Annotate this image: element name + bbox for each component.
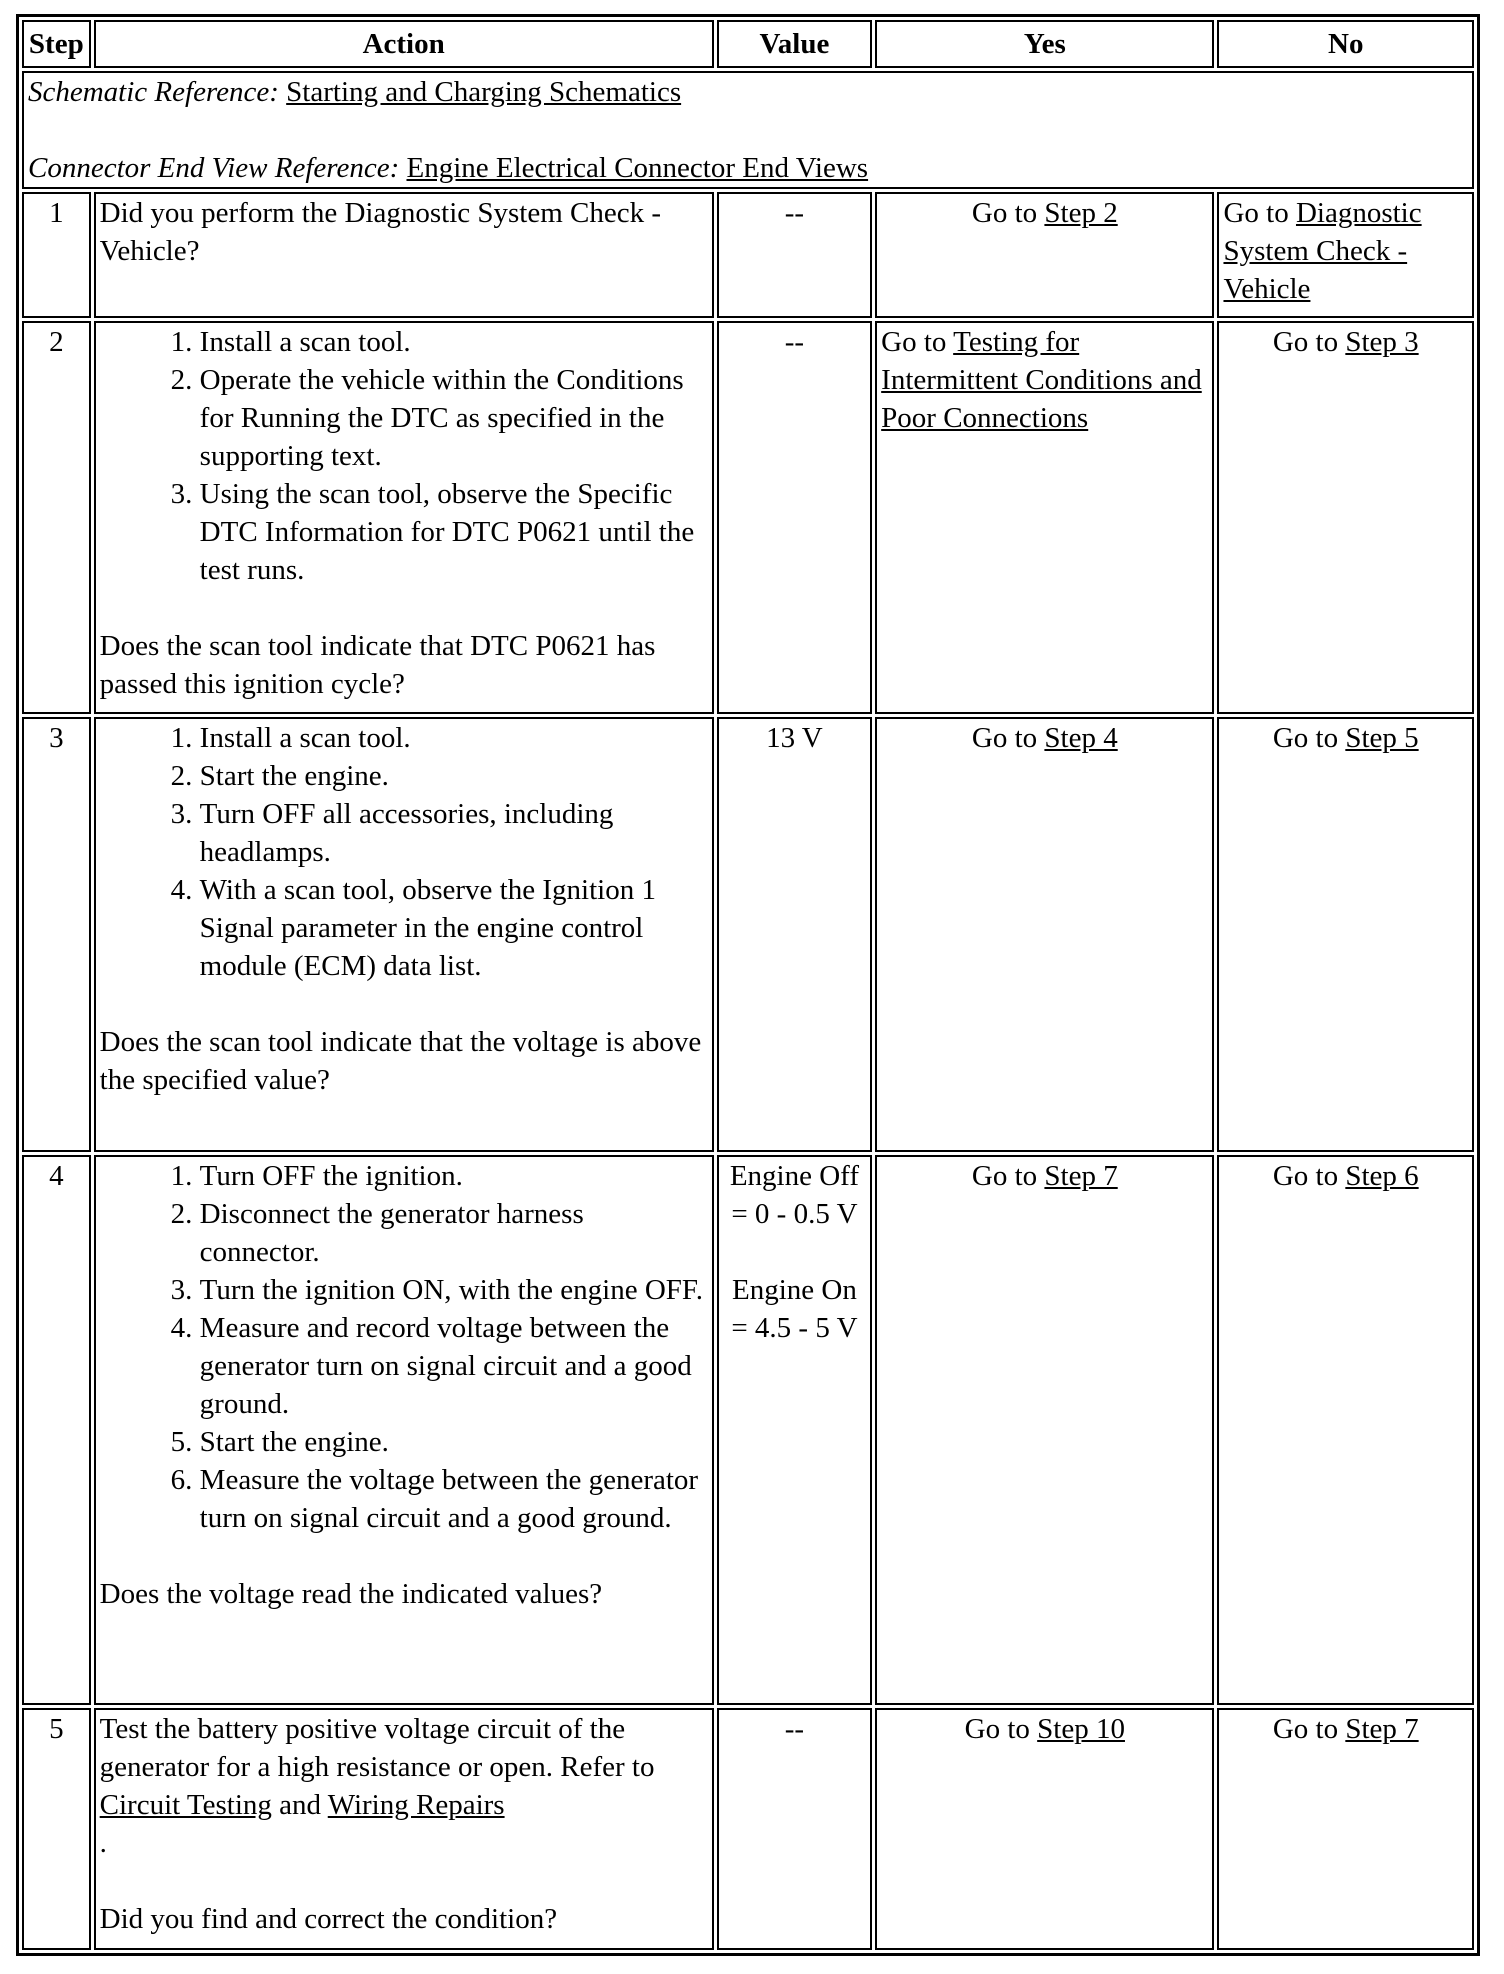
list-item: 4. With a scan tool, observe the Ignition 1 Signal parameter in the engine control module (ECM) data list.	[200, 871, 708, 985]
and-text: and	[279, 1789, 322, 1821]
go-to-text: Go to	[1272, 722, 1339, 754]
step-number: 2	[22, 321, 91, 714]
action-cell	[94, 321, 714, 714]
no-cell	[1217, 321, 1474, 714]
header-yes: Yes	[875, 20, 1214, 68]
step-number: 4	[22, 1155, 91, 1705]
yes-cell	[875, 717, 1214, 1152]
table-row	[22, 1708, 1474, 1950]
list-item: 2. Operate the vehicle within the Conditions for Running the DTC as specified in the supporting text.	[200, 361, 708, 475]
no-cell	[1217, 1708, 1474, 1950]
yes-cell	[875, 1708, 1214, 1950]
header-action: Action	[94, 20, 714, 68]
yes-link[interactable]: Step 10	[1037, 1713, 1125, 1745]
go-to-text: Go to	[881, 326, 947, 358]
step-list	[100, 719, 708, 985]
wiring-repairs-link[interactable]: Wiring Repairs	[327, 1789, 505, 1821]
go-to-text: Go to	[1272, 1713, 1339, 1745]
no-link[interactable]: Diagnostic System Check - Vehicle	[1223, 197, 1422, 305]
step-number: 1	[22, 192, 91, 318]
reference-row	[22, 71, 1474, 189]
no-link[interactable]: Step 6	[1345, 1160, 1419, 1192]
yes-link[interactable]: Testing for Intermittent Conditions and Poor Connections	[881, 326, 1202, 434]
table-row	[22, 192, 1474, 318]
step-question: Does the scan tool indicate that the voltage is above the specified value?	[99, 1026, 702, 1096]
yes-cell	[875, 321, 1214, 714]
yes-link[interactable]: Step 4	[1044, 722, 1118, 754]
no-cell	[1217, 192, 1474, 318]
list-item: 4. Measure and record voltage between the generator turn on signal circuit and a good ground.	[200, 1309, 708, 1423]
reference-cell	[22, 71, 1474, 189]
step-question: Does the voltage read the indicated values?	[99, 1578, 603, 1610]
value-cell: --	[717, 192, 873, 318]
step-question: Does the scan tool indicate that DTC P0621 has passed this ignition cycle?	[99, 630, 656, 700]
list-item: 3. Using the scan tool, observe the Specific DTC Information for DTC P0621 until the test runs.	[200, 475, 708, 589]
list-item: 1. Install a scan tool.	[200, 719, 708, 757]
no-cell	[1217, 1155, 1474, 1705]
list-item: 2. Disconnect the generator harness connector.	[200, 1195, 708, 1271]
go-to-text: Go to	[971, 197, 1038, 229]
step-list	[100, 323, 708, 589]
header-no: No	[1217, 20, 1474, 68]
no-link[interactable]: Step 5	[1345, 722, 1419, 754]
table-row	[22, 717, 1474, 1152]
action-cell	[94, 1155, 714, 1705]
step-question: Did you find and correct the condition?	[99, 1903, 558, 1935]
action-cell	[94, 1708, 714, 1950]
value-cell: --	[717, 321, 873, 714]
table-row	[22, 321, 1474, 714]
step-text-block	[100, 1710, 708, 1824]
yes-link[interactable]: Step 2	[1044, 197, 1118, 229]
table-row	[22, 1155, 1474, 1705]
step-list	[100, 1157, 708, 1537]
value-engine-on: Engine On = 4.5 - 5 V	[731, 1274, 858, 1344]
diagnostic-table	[16, 14, 1480, 1956]
list-item: 5. Start the engine.	[200, 1423, 708, 1461]
go-to-text: Go to	[1223, 197, 1289, 229]
header-row	[22, 20, 1474, 68]
header-value: Value	[717, 20, 873, 68]
go-to-text: Go to	[1272, 326, 1339, 358]
no-link[interactable]: Step 3	[1345, 326, 1419, 358]
value-cell	[717, 1155, 873, 1705]
no-link[interactable]: Step 7	[1345, 1713, 1419, 1745]
no-cell	[1217, 717, 1474, 1152]
value-cell: --	[717, 1708, 873, 1950]
yes-link[interactable]: Step 7	[1044, 1160, 1118, 1192]
connector-reference-label: Connector End View Reference:	[28, 152, 400, 184]
connector-reference-link[interactable]: Engine Electrical Connector End Views	[406, 152, 869, 184]
header-step: Step	[22, 20, 91, 68]
list-item: 6. Measure the voltage between the generator turn on signal circuit and a good ground.	[200, 1461, 708, 1537]
go-to-text: Go to	[964, 1713, 1030, 1745]
list-item: 3. Turn the ignition ON, with the engine OFF.	[200, 1271, 708, 1309]
schematic-reference-link[interactable]: Starting and Charging Schematics	[286, 76, 682, 108]
step-number: 3	[22, 717, 91, 1152]
list-item: 3. Turn OFF all accessories, including headlamps.	[200, 795, 708, 871]
value-engine-off: Engine Off = 0 - 0.5 V	[729, 1160, 859, 1230]
list-item: 2. Start the engine.	[200, 757, 708, 795]
go-to-text: Go to	[971, 1160, 1038, 1192]
step-text: Test the battery positive voltage circuit of the generator for a high resistance or open. Refer to	[99, 1713, 655, 1783]
list-item: 1. Turn OFF the ignition.	[200, 1157, 708, 1195]
go-to-text: Go to	[971, 722, 1038, 754]
go-to-text: Go to	[1272, 1160, 1339, 1192]
schematic-reference-label: Schematic Reference:	[28, 76, 279, 108]
list-item: 1. Install a scan tool.	[200, 323, 708, 361]
action-cell	[94, 717, 714, 1152]
period-text: .	[99, 1827, 107, 1859]
step-number: 5	[22, 1708, 91, 1950]
yes-cell	[875, 192, 1214, 318]
circuit-testing-link[interactable]: Circuit Testing	[99, 1789, 272, 1821]
step-question: Did you perform the Diagnostic System Check - Vehicle?	[99, 197, 662, 267]
action-cell	[94, 192, 714, 318]
value-cell: 13 V	[717, 717, 873, 1152]
yes-cell	[875, 1155, 1214, 1705]
